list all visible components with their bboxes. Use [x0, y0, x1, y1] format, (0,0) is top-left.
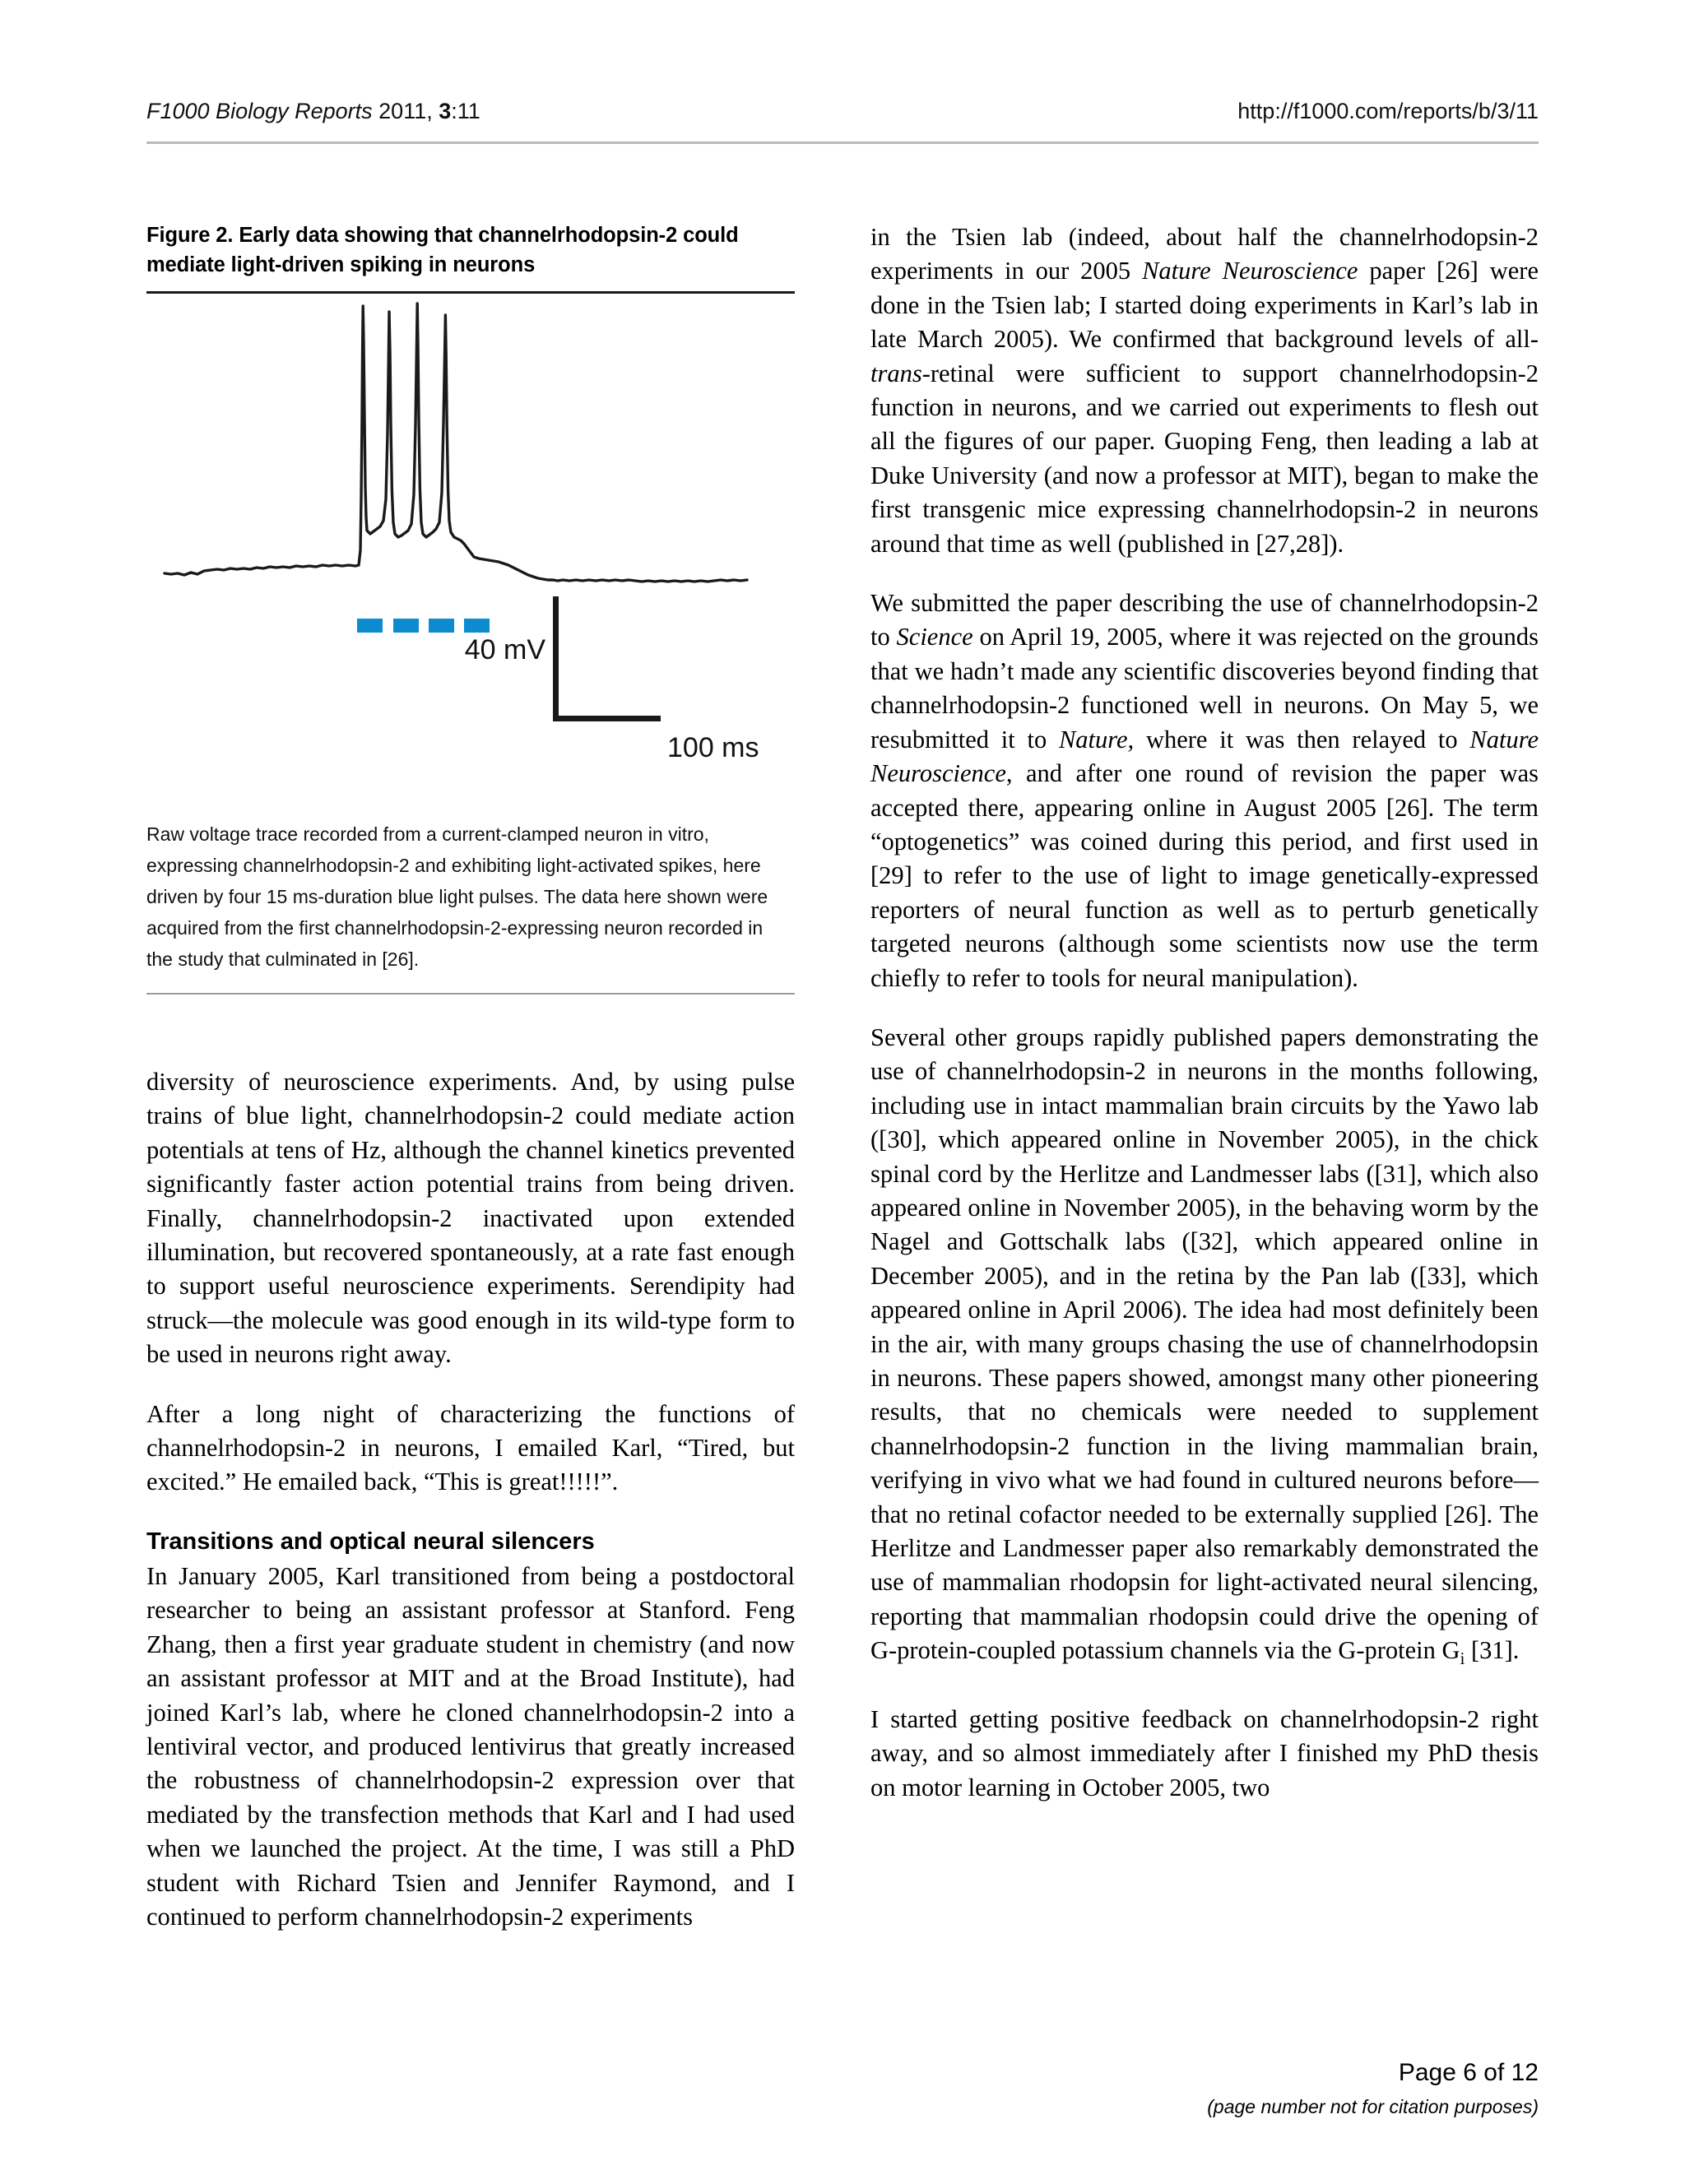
- paragraph: After a long night of characterizing the functions of channelrhodopsin-2 in neurons, I emailed Karl, “Tired, but excited.” He emailed back, “This is great!!!!!”.: [146, 1399, 795, 1496]
- light-pulse-1: [357, 619, 383, 633]
- italic-journal-name: Science: [896, 623, 973, 651]
- running-head-url: http://f1000.com/reports/b/3/11: [1237, 99, 1539, 123]
- figure-title: Figure 2. Early data showing that channelrhodopsin-2 could mediate light-driven spiking in neurons: [146, 224, 739, 276]
- running-head-journal: [146, 97, 480, 125]
- light-pulse-2: [393, 619, 419, 633]
- scale-bar-horizontal: [553, 716, 661, 721]
- italic-journal-name: Nature Neuroscience: [1142, 257, 1358, 285]
- left-column-figure: [146, 220, 795, 995]
- figure-bottom-rule: [146, 993, 795, 995]
- running-head: [146, 97, 1539, 135]
- scale-bar-time-label: 100 ms: [667, 732, 759, 763]
- paragraph: [870, 1021, 1539, 1677]
- left-column-body: [146, 1065, 795, 1934]
- scale-bar-vertical: [553, 596, 559, 721]
- text-run: -retinal were sufficient to support channelrhodopsin-2 function in neurons, and we carried out experiments to flesh out all the figures of our paper. Guoping Feng, then leading a lab at Duke University (and now a professor at MIT), began to make the first transgenic mice expressing channelrhodopsin-2 in neurons around that time as well (published in [27,28]).: [870, 359, 1539, 558]
- italic-journal-name: Nature Neuroscience: [870, 725, 1539, 788]
- right-column-body: [870, 220, 1539, 1805]
- italic-term: trans: [870, 359, 922, 387]
- journal-issue: :11: [451, 99, 480, 123]
- italic-journal-name: Nature,: [1058, 725, 1135, 754]
- figure-plot: [146, 294, 795, 804]
- scale-bar-voltage-label: 40 mV: [464, 634, 545, 665]
- text-run: paper [26] were done in the Tsien lab; I started doing experiments in Karl’s lab in late March 2005). We confirmed that background levels of all-: [870, 257, 1539, 354]
- text-run: on April 19, 2005, where it was rejected on the grounds that we hadn’t made any scientific discoveries beyond finding that channelrhodopsin-2 functioned well in neurons. On May 5, we resubmitted it to: [870, 623, 1539, 754]
- citation-note: (page number not for citation purposes): [1207, 2096, 1539, 2117]
- text-run: We submitted the paper describing the use of channelrhodopsin-2 to: [870, 589, 1539, 651]
- subscript-i: i: [1460, 1650, 1465, 1669]
- voltage-trace-path: [165, 304, 747, 582]
- text-run: , and after one round of revision the paper was accepted there, appearing online in August 2005 [26]. The term “optogenetics” was coined during this period, and first used in [29] to refer to the use of light to image genetically-expressed reporters of neural function as well as to perturb genetically targeted neurons (although some scientists now use the term chiefly to refer to tools for neural manipulation).: [870, 759, 1539, 992]
- journal-volume: 3: [439, 99, 452, 123]
- paragraph: [870, 587, 1539, 995]
- paragraph: diversity of neuroscience experiments. And, by using pulse trains of blue light, channelrhodopsin-2 could mediate action potentials at tens of Hz, although the channel kinetics prevented significantly faster action potential trains from being driven. Finally, channelrhodopsin-2 inactivated upon extended illumination, but recovered spontaneously, at a rate fast enough to support useful neuroscience experiments. Serendipity had struck—the molecule was good enough in its wild-type form to be used in neurons right away.: [146, 1068, 795, 1369]
- text-run: in the Tsien lab (indeed, about half the channelrhodopsin-2 experiments in our 2005: [870, 223, 1539, 285]
- page-number: Page 6 of 12: [1398, 2059, 1539, 2086]
- paragraph: [870, 220, 1539, 561]
- section-heading: Transitions and optical neural silencers: [146, 1528, 595, 1555]
- journal-year: 2011,: [372, 99, 439, 123]
- figure-caption: Raw voltage trace recorded from a current-clamped neuron in vitro, expressing channelrhodopsin-2 and exhibiting light-activated spikes, here driven by four 15 ms-duration blue light pulses. The data here shown were acquired from the first channelrhodopsin-2-expressing neuron recorded in the study that culminated in [26].: [146, 823, 768, 970]
- light-pulse-4: [464, 619, 490, 633]
- page-footer: [963, 2056, 1539, 2121]
- blue-light-pulse-markers: [357, 619, 490, 633]
- running-head-divider: [146, 141, 1539, 144]
- journal-title: F1000 Biology Reports: [146, 99, 373, 123]
- text-run: Several other groups rapidly published papers demonstrating the use of channelrhodopsin-2 in neurons in the months following, including use in intact mammalian brain circuits by the Yawo lab ([30], which appeared online in November 2005), in the chick spinal cord by the Herlitze and Landmesser labs ([31], which also appeared online in November 2005), in the behaving worm by the Nagel and Gottschalk labs ([32], which appeared online in December 2005), and in the retina by the Pan lab ([33], which appeared online in April 2006). The idea had most definitely been in the air, with many groups chasing the use of channelrhodopsin in neurons. These papers showed, amongst many other pioneering results, that no chemicals were needed to supplement channelrhodopsin-2 function in the living mammalian brain, verifying in vivo what we had found in cultured neurons before—that no retinal cofactor needed to be externally supplied [26]. The Herlitze and Landmesser paper also remarkably demonstrated the use of mammalian rhodopsin for light-activated neural silencing, reporting that mammalian rhodopsin could drive the opening of G-protein-coupled potassium channels via the G-protein G: [870, 1022, 1539, 1665]
- paragraph: In January 2005, Karl transitioned from being a postdoctoral researcher to being an assistant professor at Stanford. Feng Zhang, then a first year graduate student in chemistry (and now an assistant professor at MIT and at the Broad Institute), had joined Karl’s lab, where he cloned channelrhodopsin-2 into a lentiviral vector, and produced lentivirus that greatly increased the robustness of channelrhodopsin-2 expression over that mediated by the transfection methods that Karl and I had used when we launched the project. At the time, I was still a PhD student with Richard Tsien and Jennifer Raymond, and I continued to perform channelrhodopsin-2 experiments: [146, 1561, 795, 1931]
- text-run: [31].: [1465, 1636, 1520, 1665]
- paragraph: I started getting positive feedback on channelrhodopsin-2 right away, and so almost immediately after I finished my PhD thesis on motor learning in October 2005, two: [870, 1704, 1539, 1801]
- voltage-trace-svg: [146, 294, 795, 804]
- text-run: where it was then relayed to: [1134, 725, 1470, 754]
- light-pulse-3: [429, 619, 454, 633]
- scale-bars: [553, 596, 661, 721]
